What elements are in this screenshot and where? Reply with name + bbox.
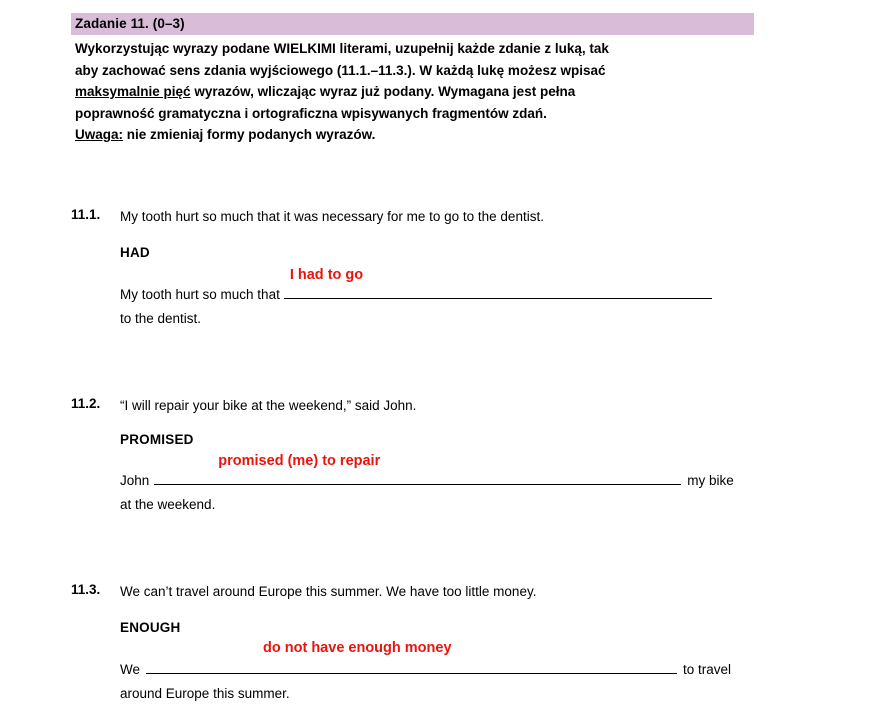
instruction-line-3-rest: wyrazów, wliczając wyraz już podany. Wymagana jest pełna <box>190 84 576 99</box>
item-keyword-11-2: PROMISED <box>120 432 194 447</box>
item-source-sentence-11-1: My tooth hurt so much that it was necessary for me to go to the dentist. <box>120 209 544 224</box>
answer-tail-11-2: at the weekend. <box>120 497 216 512</box>
instruction-emphasis-max: maksymalnie pięć <box>75 84 191 99</box>
item-keyword-11-3: ENOUGH <box>120 620 181 635</box>
item-keyword-11-1: HAD <box>120 245 150 260</box>
answer-suffix-11-2: my bike <box>687 473 734 488</box>
answer-suffix-11-3: to travel <box>683 662 732 677</box>
answer-row-11-3 <box>120 640 732 677</box>
answer-blank-11-3[interactable] <box>146 640 677 674</box>
instruction-note-label: Uwaga: <box>75 127 124 142</box>
item-source-sentence-11-3: We can’t travel around Europe this summer. We have too little money. <box>120 584 537 599</box>
item-number-11-1: 11.1. <box>71 207 101 222</box>
answer-prefix-11-2: John <box>120 473 150 488</box>
item-source-sentence-11-2: “I will repair your bike at the weekend,” said John. <box>120 398 417 413</box>
instruction-line-2: aby zachować sens zdania wyjściowego (11.1.–11.3.). W każdą lukę możesz wpisać <box>75 62 606 78</box>
handwritten-answer-11-2: promised (me) to repair <box>218 453 381 469</box>
answer-row-11-1 <box>120 267 712 302</box>
answer-blank-11-1[interactable] <box>284 267 712 299</box>
answer-tail-11-3: around Europe this summer. <box>120 686 290 701</box>
item-number-11-3: 11.3. <box>71 582 101 597</box>
answer-blank-11-2[interactable] <box>154 453 681 485</box>
instruction-line-5-rest: nie zmieniaj formy podanych wyrazów. <box>123 127 376 142</box>
instruction-line-1: Wykorzystując wyrazy podane WIELKIMI literami, uzupełnij każde zdanie z luką, tak <box>75 41 609 56</box>
answer-row-11-2 <box>120 453 734 488</box>
instruction-line-3 <box>75 81 747 103</box>
answer-tail-11-1: to the dentist. <box>120 311 202 326</box>
item-number-11-2: 11.2. <box>71 396 101 411</box>
task-instructions <box>75 38 747 146</box>
answer-prefix-11-3: We <box>120 662 141 677</box>
answer-prefix-11-1: My tooth hurt so much that <box>120 287 280 302</box>
task-header-band <box>71 13 754 35</box>
instruction-line-4: poprawność gramatyczna i ortograficzna wpisywanych fragmentów zdań. <box>75 105 547 121</box>
task-number-label: Zadanie 11. (0–3) <box>75 16 185 31</box>
handwritten-answer-11-3: do not have enough money <box>263 640 452 656</box>
instruction-line-5 <box>75 124 747 146</box>
handwritten-answer-11-1: I had to go <box>289 267 364 283</box>
